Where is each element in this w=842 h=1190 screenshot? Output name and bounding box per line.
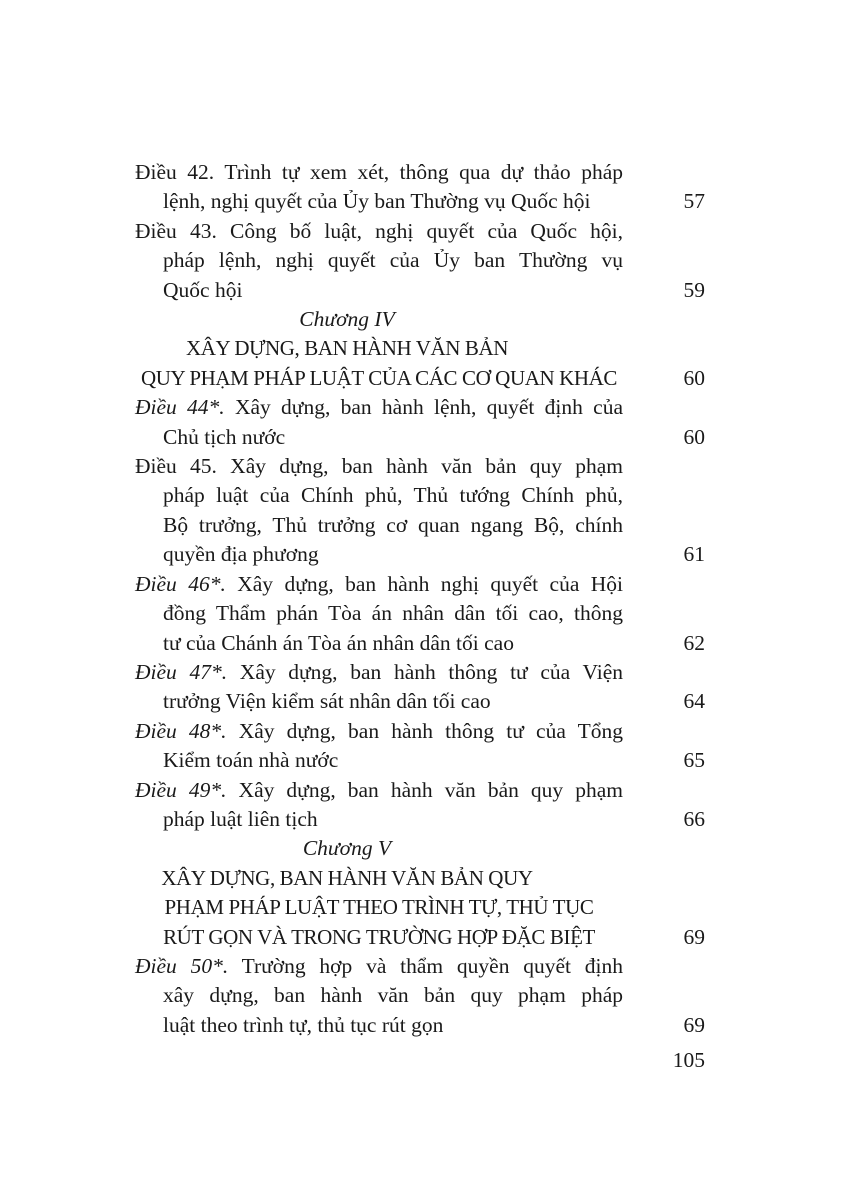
entry-text bbox=[135, 217, 623, 305]
toc-line: Bộ trưởng, Thủ trưởng cơ quan ngang Bộ, chính bbox=[163, 512, 623, 537]
entry-page-number: 61 bbox=[683, 542, 705, 567]
toc-line: Điều 43. Công bố luật, nghị quyết của Quốc hội, bbox=[135, 218, 623, 243]
chapter-title-line: RÚT GỌN VÀ TRONG TRƯỜNG HỢP ĐẶC BIỆT bbox=[163, 924, 595, 949]
entry-page-number: 64 bbox=[683, 689, 705, 714]
entry-page-number: 66 bbox=[683, 806, 705, 831]
entry-text bbox=[135, 776, 623, 835]
entry-page-number: 69 bbox=[683, 1012, 705, 1037]
entry-page-number: 69 bbox=[683, 924, 705, 949]
toc-line: pháp lệnh, nghị quyết của Ủy ban Thường vụ bbox=[163, 248, 623, 273]
entry-page-number: 65 bbox=[683, 748, 705, 773]
toc-line: Kiểm toán nhà nước bbox=[163, 748, 339, 773]
entry-label: Điều 43. bbox=[135, 218, 217, 243]
toc-line: pháp luật của Chính phủ, Thủ tướng Chính phủ, bbox=[163, 483, 623, 508]
toc-line: quyền địa phương bbox=[163, 542, 319, 567]
toc-chapter bbox=[135, 834, 705, 952]
toc-entry bbox=[135, 452, 705, 570]
toc-line: đồng Thẩm phán Tòa án nhân dân tối cao, thông bbox=[163, 601, 623, 626]
entry-text bbox=[135, 717, 623, 776]
toc-entry bbox=[135, 658, 705, 717]
entry-label: Điều 49*. bbox=[135, 777, 227, 802]
entry-label: Điều 50*. bbox=[135, 953, 229, 978]
entry-text bbox=[135, 834, 623, 952]
toc-entry bbox=[135, 393, 705, 452]
toc-entry bbox=[135, 158, 705, 217]
toc-line: xây dựng, ban hành văn bản quy phạm pháp bbox=[163, 983, 623, 1008]
entry-page-number: 60 bbox=[683, 365, 705, 390]
toc-line: Điều 49*. Xây dựng, ban hành văn bản quy phạm bbox=[135, 777, 623, 802]
toc-line: Điều 45. Xây dựng, ban hành văn bản quy phạm bbox=[135, 454, 623, 479]
entry-label: Điều 48*. bbox=[135, 718, 227, 743]
toc-entry bbox=[135, 776, 705, 835]
toc-line: Điều 50*. Trường hợp và thẩm quyền quyết định bbox=[135, 953, 623, 978]
toc-line: tư của Chánh án Tòa án nhân dân tối cao bbox=[163, 630, 514, 655]
entry-text bbox=[135, 952, 623, 1040]
entry-page-number: 62 bbox=[683, 630, 705, 655]
toc-line: Điều 42. Trình tự xem xét, thông qua dự thảo pháp bbox=[135, 160, 623, 184]
entry-page-number: 57 bbox=[683, 189, 705, 214]
toc-entry bbox=[135, 717, 705, 776]
entry-label: Điều 47*. bbox=[135, 659, 228, 684]
entry-page-number: 59 bbox=[683, 277, 705, 302]
toc-line: Điều 47*. Xây dựng, ban hành thông tư của Viện bbox=[135, 659, 624, 684]
entry-label: Điều 44*. bbox=[135, 395, 225, 420]
entry-text bbox=[135, 305, 623, 393]
toc-line: Điều 46*. Xây dựng, ban hành nghị quyết của Hội bbox=[135, 571, 624, 596]
entry-text bbox=[135, 570, 623, 658]
toc-line: luật theo trình tự, thủ tục rút gọn bbox=[163, 1012, 444, 1037]
page-number: 105 bbox=[672, 1048, 705, 1072]
toc-line: Chủ tịch nước bbox=[163, 424, 286, 449]
entry-page-number: 60 bbox=[683, 424, 705, 449]
toc-entry bbox=[135, 952, 705, 1040]
chapter-title-line: QUY PHẠM PHÁP LUẬT CỦA CÁC CƠ QUAN KHÁC bbox=[140, 365, 617, 390]
toc-chapter bbox=[135, 305, 705, 393]
chapter-title-line: XÂY DỰNG, BAN HÀNH VĂN BẢN bbox=[185, 336, 509, 361]
chapter-title-line: XÂY DỰNG, BAN HÀNH VĂN BẢN QUY bbox=[161, 865, 533, 890]
chapter-title-line: PHẠM PHÁP LUẬT THEO TRÌNH TỰ, THỦ TỤC bbox=[164, 895, 594, 920]
toc-line: trưởng Viện kiểm sát nhân dân tối cao bbox=[163, 689, 491, 714]
toc-line: Điều 48*. Xây dựng, ban hành thông tư của Tổng bbox=[135, 718, 623, 743]
toc-line: pháp luật liên tịch bbox=[163, 806, 318, 831]
toc-line: Quốc hội bbox=[163, 277, 243, 302]
toc-line: Điều 44*. Xây dựng, ban hành lệnh, quyết định của bbox=[135, 395, 623, 420]
entry-text bbox=[135, 158, 623, 217]
table-of-contents bbox=[135, 158, 705, 1040]
toc-line: lệnh, nghị quyết của Ủy ban Thường vụ Quốc hội bbox=[163, 189, 591, 214]
entry-text bbox=[135, 658, 623, 717]
chapter-label: Chương IV bbox=[299, 307, 395, 332]
entry-text bbox=[135, 393, 623, 452]
entry-label: Điều 46*. bbox=[135, 571, 226, 596]
toc-entry bbox=[135, 217, 705, 305]
chapter-label: Chương V bbox=[302, 836, 392, 861]
entry-label: Điều 45. bbox=[135, 454, 217, 479]
toc-entry bbox=[135, 570, 705, 658]
entry-text bbox=[135, 452, 623, 570]
entry-label: Điều 42. bbox=[135, 160, 215, 184]
